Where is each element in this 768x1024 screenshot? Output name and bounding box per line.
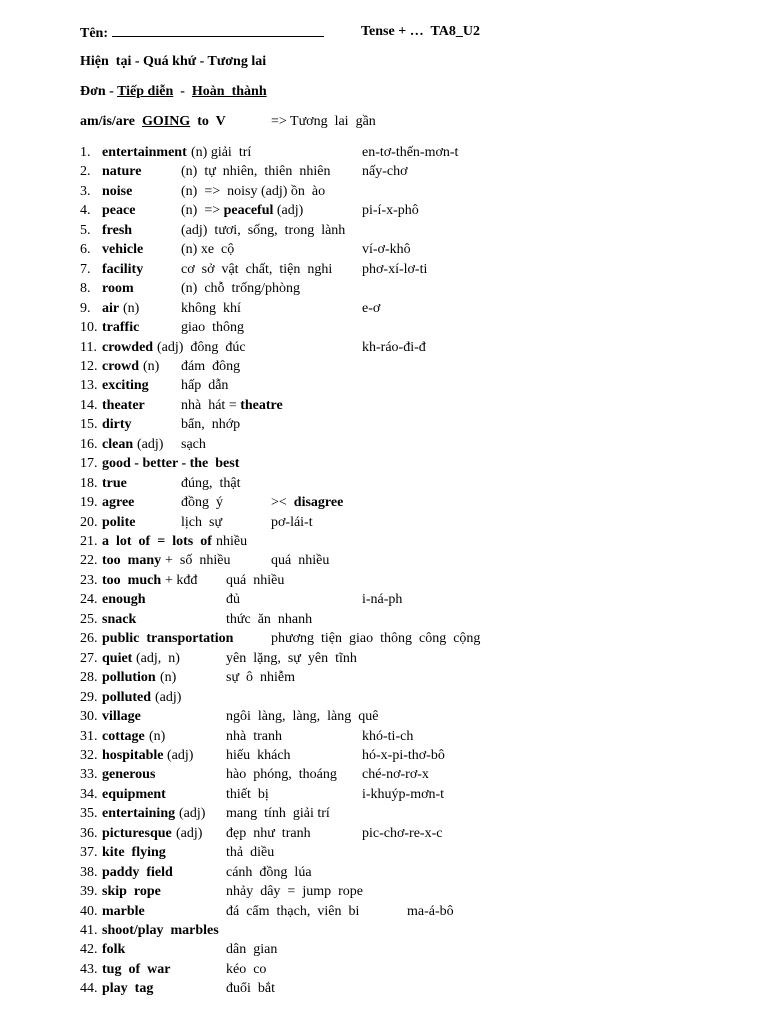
aspect-perfect: Hoàn thành [191,84,267,99]
vocab-row [80,979,760,998]
vocab-meaning: giao thông [181,320,244,336]
vocab-number: 33. [80,767,98,783]
going-word: GOING [141,114,191,129]
vocab-row [80,785,760,804]
vocab-number: 42. [80,942,98,958]
vocab-pronunciation: en-tơ-thến-mơn-t [362,145,459,160]
vocab-number: 10. [80,320,98,336]
vocab-meaning: đám đông [181,358,241,374]
vocab-row [80,668,760,687]
aspect-continuous: Tiếp diễn [117,84,174,99]
vocab-row [80,279,760,298]
vocab-number: 23. [80,572,98,588]
vocab-term: good - better - the best [102,456,240,472]
vocab-number: 20. [80,514,98,530]
vocab-meaning: (adj) tươi, sống, trong lành [181,222,346,238]
vocab-number: 1. [80,145,91,160]
vocab-number: 28. [80,670,98,686]
name-label: Tên: [80,26,108,41]
vocab-pronunciation: nấy-chơ [362,164,408,180]
vocab-term: too many [102,553,162,569]
vocab-term: vehicle [102,242,144,258]
vocab-number: 13. [80,378,98,394]
header-line [80,23,324,43]
vocab-number: 12. [80,358,98,374]
vocab-row [80,221,760,240]
vocab-row [80,921,760,940]
vocab-row [80,318,760,337]
vocab-meaning: ngôi làng, làng, làng quê [226,709,379,725]
vocab-term: equipment [102,786,166,802]
vocab-meaning: nhà tranh [226,728,282,744]
vocab-term: snack [102,611,137,627]
vocab-number: 37. [80,845,98,861]
vocab-row [80,182,760,201]
vocab-pos: nhiều [216,534,248,549]
vocab-term: agree [102,495,135,511]
vocab-meaning: đủ [226,592,240,608]
vocab-extra [271,629,480,648]
vocab-row [80,765,760,784]
vocab-meaning: nhảy dây = jump rope [226,884,363,900]
vocab-term: village [102,709,141,725]
vocab-pronunciation: ví-ơ-khô [362,242,411,258]
vocab-term: tug of war [102,961,171,977]
vocab-meaning: mang tính giải trí [226,806,330,822]
vocab-row [80,162,760,181]
going-prefix: am/is/are [80,114,135,129]
vocab-meaning: bẩn, nhớp [181,417,241,433]
vocab-number: 31. [80,728,98,744]
vocab-number: 15. [80,417,98,433]
going-to-line [80,113,376,131]
vocab-row [80,260,760,279]
vocab-term: noise [102,183,133,199]
vocab-meaning: đúng, thật [181,475,241,491]
vocab-term: crowd [102,358,140,374]
vocab-number: 26. [80,631,98,647]
vocab-row [80,863,760,882]
vocab-pos: (n) [149,728,166,744]
vocab-number: 14. [80,397,98,413]
vocab-meaning: (n) tự nhiên, thiên nhiên [181,164,331,180]
vocab-number: 11. [80,339,97,355]
vocab-pronunciation: e-ơ [362,300,381,316]
vocab-row [80,299,760,318]
vocab-number: 7. [80,261,91,277]
vocab-meaning: dân gian [226,942,278,958]
vocab-row [80,240,760,259]
vocab-extra [271,513,313,532]
vocab-number: 38. [80,864,98,880]
vocab-number: 39. [80,884,98,900]
vocab-term: quiet [102,650,133,666]
vocab-pronunciation: i-khuýp-mơn-t [362,786,445,802]
vocab-row [80,357,760,376]
vocab-number: 44. [80,981,98,997]
vocab-antonym: disagree [293,495,344,511]
vocab-pos: (adj) [137,436,164,452]
vocab-term: peace [102,203,136,219]
vocab-row [80,727,760,746]
vocab-term: fresh [102,222,133,238]
vocab-term: shoot/play marbles [102,923,219,938]
vocab-meaning: lịch sự [181,514,223,530]
vocab-meaning: không khí [181,300,241,316]
vocab-term: cottage [102,728,145,744]
vocab-meaning: (n) chỗ trống/phòng [181,281,300,297]
vocab-meaning: kéo co [226,961,267,977]
vocab-number: 9. [80,300,91,316]
vocab-pronunciation: phơ-xí-lơ-ti [362,261,428,277]
vocab-number: 24. [80,592,98,608]
vocab-related-word: theatre [240,397,283,413]
vocab-number: 3. [80,183,91,199]
vocab-pronunciation: i-ná-ph [362,592,403,608]
vocab-number: 35. [80,806,98,822]
vocab-number: 27. [80,650,98,666]
vocab-meaning: thiết bị [226,786,269,802]
vocab-number: 40. [80,903,98,919]
vocab-term: crowded [102,339,154,355]
vocab-row [80,707,760,726]
vocab-term: kite flying [102,845,166,861]
vocab-meaning: nhà hát = [181,397,237,413]
vocab-term: folk [102,942,126,958]
vocab-row [80,201,760,220]
vocab-number: 34. [80,786,98,802]
vocab-number: 6. [80,242,91,258]
vocab-row [80,474,760,493]
vocab-term: facility [102,261,144,277]
vocab-pos: (n) giải trí [191,145,252,160]
vocab-number: 4. [80,203,91,219]
vocab-term: nature [102,164,142,180]
vocab-number: 2. [80,164,91,180]
vocab-pos: (adj) [276,203,304,219]
vocab-number: 32. [80,747,98,763]
vocab-row [80,688,760,707]
vocab-extra-text: >< [271,495,287,511]
vocab-row [80,143,760,162]
vocab-row [80,940,760,959]
vocab-pos: + số nhiều [165,553,231,569]
vocab-number: 29. [80,689,98,705]
vocab-extra-text: pơ-lái-t [271,514,313,530]
vocab-term: air [102,300,120,316]
vocab-number: 18. [80,475,98,491]
vocab-meaning: (n) => [181,203,221,219]
vocab-meaning: quá nhiều [226,572,285,588]
vocab-meaning: hiếu khách [226,747,291,763]
vocab-number: 43. [80,961,98,977]
vocab-number: 8. [80,281,91,297]
vocab-meaning: cánh đồng lúa [226,864,312,880]
vocab-meaning: thả diều [226,845,275,861]
vocab-row [80,824,760,843]
vocab-term: room [102,281,134,297]
vocab-related-word: peaceful [223,203,274,219]
vocab-pronunciation: khó-ti-ch [362,728,414,744]
vocab-term: generous [102,767,156,783]
vocab-number: 22. [80,553,98,569]
vocab-term: a lot of = lots of [102,534,212,549]
vocab-meaning: hào phóng, thoáng [226,767,337,783]
vocab-row [80,746,760,765]
vocab-term: entertaining [102,806,176,822]
vocab-pos: (adj) [167,747,194,763]
vocab-term: hospitable [102,747,164,763]
vocab-pronunciation: ché-nơ-rơ-x [362,767,429,783]
vocab-term: skip rope [102,884,161,900]
vocab-row [80,338,760,357]
vocab-term: entertainment [102,145,187,160]
vocab-meaning: sạch [181,436,206,452]
vocab-meaning: yên lặng, sự yên tĩnh [226,650,357,666]
vocab-row [80,454,760,473]
vocab-pos: (adj) [179,806,206,822]
vocab-term: paddy field [102,864,173,880]
vocab-meaning: đá cẩm thạch, viên bi [226,903,360,919]
aspects-line: Đơn - Tiếp diễn - Hoàn thành [80,84,267,99]
vocab-extra-text: quá nhiều [271,553,330,569]
vocab-pos: + kđđ [165,572,198,588]
vocab-pronunciation: hó-x-pi-thơ-bô [362,747,445,763]
vocab-pronunciation: ma-á-bô [407,903,454,919]
vocab-row [80,513,760,532]
vocab-meaning: hấp dẫn [181,378,229,394]
vocab-meaning: đuổi bắt [226,981,275,997]
aspect-simple: Đơn [80,84,106,99]
vocab-term: traffic [102,320,140,336]
vocab-row [80,571,760,590]
vocab-term: too much [102,572,162,588]
vocab-row [80,590,760,609]
vocab-row [80,629,760,648]
vocab-pos: (n) [143,358,160,374]
vocab-term: play tag [102,981,154,997]
vocab-row [80,804,760,823]
vocab-number: 25. [80,611,98,627]
vocab-row [80,532,760,551]
vocab-row [80,396,760,415]
vocab-pronunciation: pi-í-x-phô [362,203,419,219]
vocab-row [80,493,760,512]
vocab-term: polite [102,514,136,530]
vocab-pos: (n) [160,670,177,686]
vocab-term: clean [102,436,134,452]
vocab-term: pollution [102,670,156,686]
vocab-term: picturesque [102,825,172,841]
vocab-pos: (adj) [176,825,203,841]
going-suffix: to V [197,114,226,129]
vocab-meaning: sự ô nhiễm [226,670,296,686]
vocab-number: 30. [80,709,98,725]
vocab-pos: (adj) đông đúc [157,339,246,355]
vocab-term: polluted [102,689,152,705]
vocab-row [80,843,760,862]
name-blank[interactable] [112,23,324,37]
vocab-term: marble [102,903,145,919]
tenses-line: Hiện tại - Quá khứ - Tương lai [80,54,267,69]
vocab-number: 19. [80,495,98,511]
vocab-meaning: đẹp như tranh [226,825,311,841]
vocab-pronunciation: pic-chơ-re-x-c [362,825,443,841]
vocab-term: dirty [102,417,132,433]
vocab-pos: (adj, n) [136,650,180,666]
vocab-extra-text: phương tiện giao thông công cộng [271,631,481,647]
vocab-row [80,415,760,434]
vocab-term: exciting [102,378,149,394]
vocab-row [80,435,760,454]
vocab-pronunciation: kh-ráo-đi-đ [362,339,426,355]
vocab-number: 41. [80,923,98,938]
vocab-number: 21. [80,534,98,549]
doc-code: Tense + … TA8_U2 [361,24,480,39]
vocab-meaning: đồng ý [181,495,223,511]
vocab-row [80,610,760,629]
vocab-pos: (adj) [155,689,182,705]
vocab-row [80,902,760,921]
vocab-meaning: cơ sở vật chất, tiện nghi [181,261,333,277]
vocab-row [80,960,760,979]
vocab-row [80,376,760,395]
vocab-term: true [102,475,127,491]
vocab-extra [271,551,329,570]
going-meaning: => Tương lai gần [271,114,376,129]
vocab-meaning: thức ăn nhanh [226,611,313,627]
vocab-number: 5. [80,222,91,238]
vocab-pos: (n) [123,300,140,316]
vocab-row [80,882,760,901]
vocab-number: 17. [80,456,98,472]
vocab-term: enough [102,592,146,608]
vocab-term: public transportation [102,631,234,647]
vocab-extra [271,493,343,512]
vocab-term: theater [102,397,145,413]
vocab-number: 36. [80,825,98,841]
vocab-number: 16. [80,436,98,452]
vocab-row [80,551,760,570]
vocab-row [80,649,760,668]
vocab-meaning: (n) xe cộ [181,242,235,258]
vocab-meaning: (n) => noisy (adj) ồn ào [181,183,326,199]
